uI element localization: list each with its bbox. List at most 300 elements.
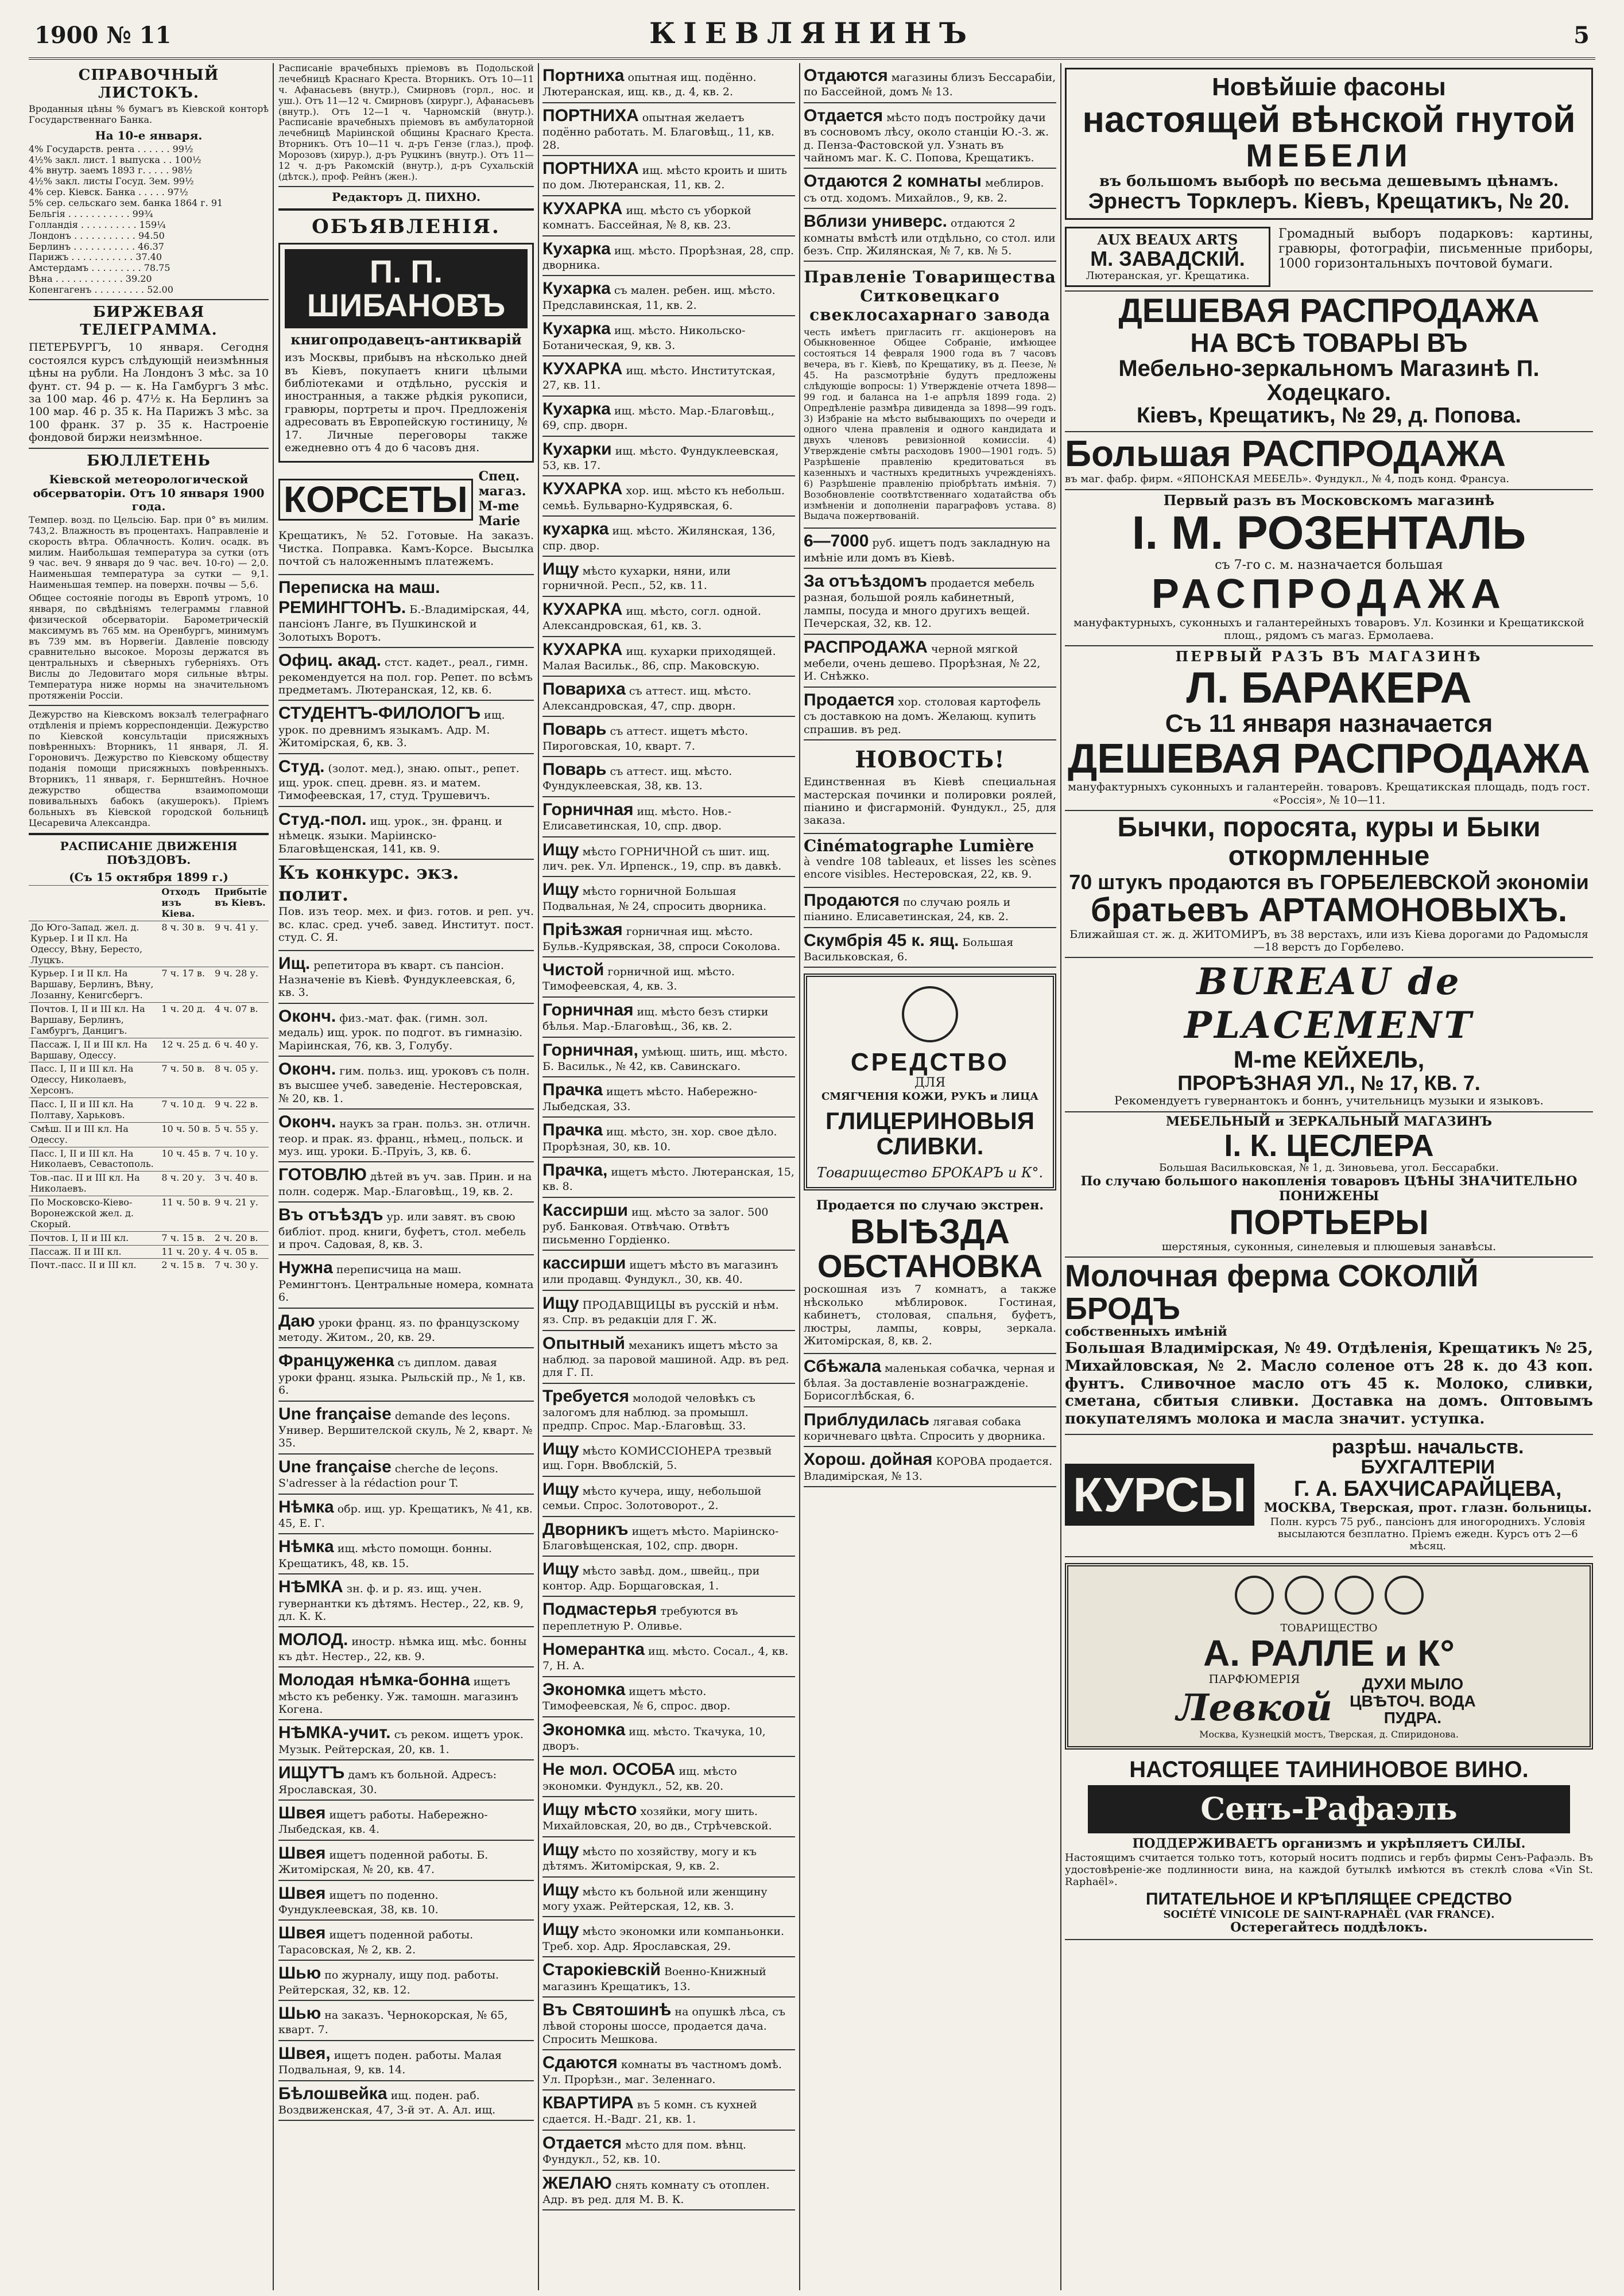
ralle-ad: [1065, 1563, 1593, 1750]
classified-ad: [542, 1291, 795, 1331]
wine-text: Настоящимъ считается только тотъ, который носитъ подпись и гербъ фирмы Сенъ-Рафаэль. Въ удостовѣреніе-же подлинности вина, на каждой бутылкѣ имѣются въ стеклѣ слова «Vin St. Raphaël».: [1065, 1851, 1593, 1888]
khod-shop: Мебельно-зеркальномъ Магазинѣ П. Ходецкаго.: [1118, 356, 1540, 406]
ad-head: Повариха: [542, 680, 626, 699]
table-row: [29, 967, 269, 1003]
ad-head: Прачка: [542, 1080, 603, 1100]
kursy-sub: разрѣш. начальств. БУХГАЛТЕРІИ: [1331, 1436, 1524, 1479]
classified-ad: [542, 1837, 795, 1878]
ad-body: съ реком. ищетъ урок. Музык. Рейтерская, 20, кв. 1.: [278, 1728, 524, 1756]
ad-body: ищ. мѣсто, согл. одной. Александровская, 61, кв. 3.: [542, 604, 761, 633]
byki-title: Бычки, поросята, куры и Быки откормленные: [1117, 812, 1541, 872]
classified-ad: [278, 1720, 534, 1760]
ad-body: зн. ф. и р. яз. ищ. учен. гувернантки къ дѣтямъ. Нестер., 22, кв. 9, дл. К. К.: [278, 1583, 524, 1623]
beaux-arts-ad: [1065, 224, 1593, 292]
classified-ad: [542, 1198, 795, 1251]
wine-mid: ПОДДЕРЖИВАЕТЪ организмъ и укрѣпляетъ СИЛЫ.: [1132, 1836, 1526, 1851]
ad-head: Оконч.: [278, 1112, 336, 1132]
ad-head: Une française: [278, 1404, 392, 1424]
ad-body: ищетъ мѣсто. Тимофеевская, № 6, спрос. двор.: [542, 1685, 731, 1713]
rate-row: 4% сер. Кіевск. Банка . . . . . 97½: [29, 187, 188, 198]
novost-ad: [804, 740, 1056, 834]
ad-body: ищ. мѣсто. Сосал., 4, кв. 7, Н. А.: [542, 1645, 789, 1673]
ad-body: горничной ищ. мѣсто. Тимофеевская, 4, кв. 3.: [542, 965, 735, 993]
ad-body: Большая Васильковская, 6.: [804, 936, 1014, 963]
medal-icon: [1285, 1576, 1324, 1615]
ad-body: репетитора въ кварт. съ пансіон. Назначеніе въ Кіевѣ. Фундуклеевская, 6, кв. 3.: [278, 959, 516, 999]
classified-ad: [542, 1597, 795, 1637]
classified-ad: [278, 807, 534, 860]
table-row: [29, 1196, 269, 1232]
table-cell: 8 ч. 30 в.: [160, 921, 213, 967]
newspaper-title: КІЕВЛЯНИНЪ: [649, 16, 975, 50]
pravlenie-text: честь имѣетъ пригласить гг. акціонеровъ на Обыкновенное Общее Собраніе, имѣющее состояться 14 февраля 1900 года въ 7 часовъ вечера, въ г. Кіевѣ, по Крещатику, въ д. Пеезе, № 45. На разсмотрѣніе будутъ предложены слѣдующіе вопросы: 1) Утвержденіе отчета 1898—99 год. и баланса на 1-е апрѣля 1899 года. 2) Опредѣленіе размѣра дивиденда за 1898—99 годъ. 3) Избраніе на мѣсто выбывающихъ по очереди и одного члена правленія и одного кандидата и двухъ членовъ ревизіонной комиссіи. 4) Утвержденіе смѣты расходовъ 1900—1901 годъ. 5) Разрѣшеніе правленію кредитоваться въ казенныхъ и частныхъ кредитныхъ учрежденіяхъ. 6) Разрѣшеніе правленію пріобрѣтать имѣнія. 7) Возобновленіе соотвѣтственнаго ходатайства объ измѣненіи и дополненіи параграфовъ устава. 8) Выдача пожертвованій.: [804, 326, 1056, 522]
sredstvo-for: ДЛЯ: [914, 1075, 945, 1090]
ad-body: ищетъ мѣсто. Набережно-Лыбедская, 33.: [542, 1085, 758, 1113]
classified-ad: [804, 1407, 1056, 1448]
ad-body: ищ. мѣсто. Ткачука, 10, дворъ.: [542, 1725, 766, 1752]
classified-ad: [278, 2001, 534, 2041]
ad-body: въ 5 комн. съ кухней сдается. Н.-Вадг. 21, кв. 1.: [542, 2099, 757, 2126]
ad-head: Кухарка: [542, 239, 611, 258]
classified-ad: [542, 1477, 795, 1517]
classified-ad: [542, 316, 795, 356]
ad-body: снять комнату съ отоплен. Адр. въ ред. для М. В. К.: [542, 2178, 770, 2206]
ad-head: Ищ.: [278, 953, 311, 973]
schedule-header-cell: [29, 886, 160, 921]
table-cell: По Московско-Кіево-Воронежской жел. д. Скорый.: [29, 1196, 160, 1232]
ralle-name: А. РАЛЛЕ и К°: [1203, 1632, 1455, 1674]
ad-head: ПОРТНИХА: [542, 159, 639, 178]
ad-head: Отдается: [542, 2133, 622, 2152]
column-rule: [538, 63, 539, 2290]
classified-ad: [542, 1384, 795, 1437]
table-row: [29, 1245, 269, 1259]
cesler-word: ПОРТЬЕРЫ: [1229, 1203, 1429, 1242]
table-cell: Курьер. I и II кл. На Варшаву, Берлинъ, Вѣну, Лозанну, Кенигсбергъ.: [29, 967, 160, 1003]
classified-ad: [278, 1057, 534, 1110]
torkler-name: Эрнестъ Торклеръ. Кіевъ, Крещатикъ, № 20.: [1088, 189, 1570, 214]
ad-head: Въ Святошинѣ: [542, 2000, 672, 2020]
ad-head: Приблудилась: [804, 1410, 930, 1429]
classified-ad: [542, 837, 795, 878]
ad-head: Ищу: [542, 1439, 579, 1459]
misc-ads-list: [804, 888, 1056, 968]
yaponskaya-ad: [1065, 432, 1593, 490]
classified-ad: [542, 1331, 795, 1384]
rate-row: Вѣна . . . . . . . . . . . . 39.20: [29, 273, 152, 285]
editor-line: Редакторъ Д. ПИХНО.: [332, 189, 480, 204]
classified-ad: [542, 957, 795, 998]
classified-ad: [278, 648, 534, 701]
ad-body: хозяйки, могу шить. Михайловская, 20, во дв., Стрѣчевской.: [542, 1805, 772, 1833]
ad-body: КОРОВА продается. Владимірская, № 13.: [804, 1455, 1053, 1483]
ad-head: Переписка на маш. РЕМИНГТОНЪ.: [278, 577, 440, 617]
pravlenie-notice: [804, 262, 1056, 529]
vyezd-text: роскошная изъ 7 комнатъ, а также нѣсколько мѣблировок. Гостиная, кабинетъ, столовая, спальня, буфетъ, люстры, лампы, ковры, зеркала. Житомірская, 8, кв. 2.: [804, 1283, 1056, 1347]
ad-body: ищетъ работы. Набережно-Лыбедская, кв. 4.: [278, 1809, 488, 1836]
table-row: [29, 1098, 269, 1123]
ad-body: ищ. мѣсто. Никольско-Ботаническая, 9, кв. 3.: [542, 324, 746, 352]
korsety-shop: Спец. магаз. M-me Marie: [478, 469, 526, 529]
khod-sub: НА ВСѢ ТОВАРЫ ВЪ: [1190, 327, 1468, 358]
ad-head: Поварь: [542, 759, 607, 779]
classified-ad: [542, 63, 795, 103]
classified-ad: [278, 1348, 534, 1401]
ad-body: ищ. мѣсто съ уборкой комнатъ. Бассейная, № 8, кв. 23.: [542, 204, 751, 232]
ad-head: Номерантка: [542, 1639, 645, 1659]
ad-body: иностр. нѣмка ищ. мѣс. бонны къ дѣт. Нестер., 22, кв. 9.: [278, 1635, 527, 1663]
ad-body: хор. ищ. мѣсто къ небольш. семьѣ. Бульварно-Кудрявская, 6.: [542, 484, 785, 512]
classified-ad: [804, 569, 1056, 635]
ad-body: ищ. мѣсто. Нов.-Елисаветинская, 10, спр. двор.: [542, 805, 731, 833]
classified-ad: [542, 1998, 795, 2050]
classified-ad: [278, 754, 534, 807]
ad-body: наукъ за гран. польз. зн. отличн. теор. и прак. яз. франц., нѣмец., польск. и муз. ищ. уроки. Б.-Пруіъ, 3, кв. 6.: [278, 1118, 531, 1158]
sredstvo-sub: СМЯГЧЕНІЯ КОЖИ, РУКЪ и ЛИЦА: [821, 1090, 1039, 1103]
ad-head: Нѣмка: [278, 1497, 334, 1517]
table-cell: 11 ч. 20 у.: [160, 1245, 213, 1259]
ad-body: гим. польз. ищ. уроковъ съ полн. въ высшее учеб. заведеніе. Нестеровская, № 20, кв. 1.: [278, 1065, 530, 1105]
classified-ad: [542, 1717, 795, 1758]
ad-head: Кухарка: [542, 279, 611, 298]
table-row: [29, 1259, 269, 1272]
vyezd-title: ВЫѢЗДА: [850, 1212, 1010, 1251]
classified-ad: [542, 1038, 795, 1078]
ad-body: маленькая собачка, черная и бѣлая. За доставленіе вознагражденіе. Борисоглѣбская, 6.: [804, 1362, 1055, 1403]
listok-title: СПРАВОЧНЫЙ ЛИСТОКЪ.: [78, 67, 219, 102]
table-row: [29, 1231, 269, 1245]
farm-sub: собственныхъ имѣній: [1065, 1324, 1227, 1340]
bulletin-title: БЮЛЛЕТЕНЬ: [87, 452, 211, 470]
ad-body: ищ. урок., зн. франц. и нѣмецк. языки. Маріинско-Благовѣщенская, 141, кв. 9.: [278, 815, 502, 855]
ad-head: Вблизи универс.: [804, 212, 947, 231]
ad-body: ищ. мѣсто кроить и шить по дом. Лютеранская, 11, кв. 2.: [542, 164, 787, 192]
classified-ad: [542, 236, 795, 277]
ad-body: обр. ищ. ур. Крещатикъ, № 41, кв. 45, Е. Г.: [278, 1502, 533, 1530]
otezd-head: Въ отъѣздъ: [278, 1205, 383, 1225]
ad-body: ищ. мѣсто. Прорѣзная, 28, спр. дворника.: [542, 244, 794, 272]
bulletin-text: Темпер. возд. по Цельсію. Бар. при 0° въ милим. 743,2. Влажность въ процентахъ. Направленіе и скорость вѣтра. Облачность. Колич. осадк. въ милим. Наибольшая температура за сутки (отъ 9 час. веч. 9 января до 9 час. веч. 10-го) — 2,0. Наименьшая температура за сутки — 9,1. Наименьшая темпер. на поверхн. почвы — 5,6.: [29, 514, 269, 591]
table-cell: 12 ч. 25 д.: [160, 1038, 213, 1062]
torkler-sub: въ большомъ выборѣ по весьма дешевымъ цѣнамъ.: [1099, 173, 1559, 191]
table-cell: 6 ч. 40 у.: [213, 1038, 269, 1062]
ralle-pre: ТОВАРИЩЕСТВО: [1280, 1622, 1378, 1634]
ad-body: мѣсто для пом. вѣнц. Фундукл., 52, кв. 10.: [542, 2138, 746, 2166]
ad-body: по журналу, ищу под. работы. Рейтерская, 32, кв. 12.: [278, 1969, 499, 1996]
small-ads-list: [278, 575, 534, 860]
konkurs-ad: [278, 860, 534, 951]
cinema-text: à vendre 108 tableaux, et lisses les scènes encore visibles. Нестеровская, 22, кв. 9.: [804, 855, 1056, 881]
classified-ad: [278, 951, 534, 1004]
byki-name: братьевъ АРТАМОНОВЫХЪ.: [1090, 891, 1568, 929]
classified-ad: [278, 1627, 534, 1667]
ad-head: Поварь: [542, 720, 607, 739]
ad-head: КУХАРКА: [542, 199, 623, 218]
classified-ad: [278, 1961, 534, 2001]
classified-ad: [542, 2171, 795, 2211]
ad-body: переписчица на маш. Ремингтонъ. Центральные номера, комната 6.: [278, 1263, 534, 1304]
column-rule: [799, 63, 800, 2290]
ad-head: Студ.: [278, 757, 325, 776]
ralle-perf: ПАРФЮМЕРІЯ: [1208, 1672, 1300, 1686]
rozen-name: I. М. РОЗЕНТАЛЬ: [1131, 506, 1526, 559]
table-row: [29, 1038, 269, 1062]
schedule-title: РАСПИСАНІЕ ДВИЖЕНІЯ ПОѢЗДОВЪ.: [60, 839, 238, 867]
classified-ad: [542, 1557, 795, 1597]
ad-body: Б.-Владимірская, 44, пансіонъ Ланге, въ Пушкинской и Золотыхъ Воротъ.: [278, 603, 530, 643]
ad-head: Ищу: [542, 559, 579, 579]
classified-ad: [804, 928, 1056, 968]
classified-ad: [542, 677, 795, 717]
farm-title: Молочная ферма СОКОЛІЙ БРОДЪ: [1065, 1259, 1479, 1326]
ad-head: Нужна: [278, 1258, 333, 1278]
ad-head: Отдаются: [804, 66, 888, 85]
beaux-title: AUX BEAUX ARTS: [1097, 231, 1238, 248]
baker-pre: ПЕРВЫЙ РАЗЪ ВЪ МАГАЗИНѢ: [1175, 648, 1483, 665]
ad-body: cherche de leçons. S'adresser à la rédaction pour T.: [278, 1462, 499, 1490]
ad-head: Кухарка: [542, 399, 611, 418]
classified-ad: [278, 1495, 534, 1535]
ad-body: ищ. мѣсто. Институтская, 27, кв. 11.: [542, 364, 776, 392]
table-cell: 9 ч. 21 у.: [213, 1196, 269, 1232]
table-cell: 10 ч. 50 в.: [160, 1122, 213, 1147]
ad-head: Швея: [278, 1883, 326, 1903]
table-row: [29, 921, 269, 967]
shibanov-subtitle: книгопродавецъ-антикварій: [290, 331, 522, 348]
page-number: 5: [1573, 22, 1590, 49]
ad-head: За отъѣздомъ: [804, 572, 927, 591]
cesler-addr: Большая Васильковская, № 1, д. Зиновьева, угол. Бессарабки.: [1159, 1162, 1499, 1174]
rate-row: Парижъ . . . . . . . . . . . 37.40: [29, 251, 162, 263]
table-cell: До Юго-Запад. жел. д. Курьер. I и II кл. На Одессу, Вѣну, Бересто, Луцкъ.: [29, 921, 160, 967]
rate-row: Копенгагенъ . . . . . . . . . 52.00: [29, 284, 173, 296]
table-cell: 2 ч. 15 в.: [160, 1259, 213, 1272]
schedule-header-cell: Прибытіе въ Кіевъ.: [213, 886, 269, 921]
ad-head: ПОРТНИХА: [542, 106, 639, 125]
classified-ad: [804, 103, 1056, 169]
ad-head: Отдаются 2 комнаты: [804, 172, 982, 191]
table-cell: Пасс. I, II и III кл. На Одессу, Николаевъ, Херсонъ.: [29, 1062, 160, 1098]
classified-ad: [278, 1162, 534, 1203]
ads-header: ОБЪЯВЛЕНІЯ.: [312, 215, 501, 239]
classified-ad: [542, 1118, 795, 1158]
artamonov-ad: [1065, 811, 1593, 958]
farm-text: Большая Владимірская, № 49. Отдѣленія, Крещатикъ № 25, Михайловская, № 2. Масло соленое отъ 28 к. до 43 коп. фунтъ. Сливочное масло отъ 45 к. Молоко, сливки, сметана, сбитыя сливки. Доставка на домъ. Оптовымъ покупателямъ молока и масла значит. уступка.: [1065, 1340, 1593, 1428]
ad-head: Ищу: [542, 1920, 579, 1940]
sredstvo-product: ГЛИЦЕРИНОВЫЯ СЛИВКИ.: [825, 1107, 1034, 1160]
classified-ad: [804, 63, 1056, 103]
eagle-emblem-icon: [902, 986, 958, 1042]
table-row: [29, 1062, 269, 1098]
medal-icon: [1335, 1576, 1374, 1615]
ad-body: мѣсто ГОРНИЧНОЙ съ шит. ищ. лич. рек. Ул. Ирпенск., 19, спр. въ давкѣ.: [542, 845, 782, 872]
ad-head: Кассирши: [542, 1200, 628, 1220]
ad-head: Нѣмка: [278, 1537, 334, 1557]
classified-ad: [542, 637, 795, 677]
byki-count: 70 штукъ продаются въ ГОРБЕЛЕВСКОЙ экономіи: [1069, 870, 1589, 894]
ad-head: КУХАРКА: [542, 479, 623, 499]
classified-ad: [542, 1437, 795, 1477]
beaux-text: Громадный выборъ подарковъ: картины, гравюры, фотографіи, письменные приборы, 1000 горизонтальныхъ почтовой бумаги.: [1278, 226, 1593, 271]
ad-body: съ аттест. ищ. мѣсто. Фундуклеевская, 38, кв. 13.: [542, 765, 732, 793]
ad-body: умѣющ. шить, ищ. мѣсто. Б. Васильк., № 42, кв. Савинскаго.: [542, 1045, 788, 1073]
classified-ad: [278, 1534, 534, 1574]
classified-ad: [278, 2081, 534, 2122]
ad-body: ищ. мѣсто экономки. Фундукл., 52, кв. 20.: [542, 1765, 737, 1793]
ad-head: КУХАРКА: [542, 599, 623, 619]
ad-head: Бѣлошвейка: [278, 2084, 387, 2103]
table-row: [29, 1003, 269, 1038]
ad-body: хор. столовая картофель съ доставкою на домъ. Желающ. купить спрашив. въ ред.: [804, 695, 1041, 736]
classified-ad: [278, 1110, 534, 1162]
tutor-ads-list: [278, 951, 534, 1203]
classified-ad: [542, 103, 795, 156]
column-4: [804, 63, 1056, 2290]
rozen-text: мануфактурныхъ, суконныхъ и галантерейныхъ товаровъ. Ул. Козинки и Крещатикской площ., рядомъ съ магаз. Ермолаева.: [1073, 616, 1584, 642]
table-cell: 10 ч. 45 в.: [160, 1147, 213, 1172]
ad-body: съ аттест. ищетъ мѣсто. Пироговская, 10, кварт. 7.: [542, 725, 749, 753]
classified-ad: [542, 476, 795, 517]
table-cell: Пасс. I, II и III кл. На Полтаву, Харьковъ.: [29, 1098, 160, 1123]
table-row: [29, 1122, 269, 1147]
table-cell: Смѣш. II и III кл. На Одессу.: [29, 1122, 160, 1147]
column-rule: [273, 63, 274, 2290]
table-cell: Пассаж. I, II и III кл. На Варшаву, Одессу.: [29, 1038, 160, 1062]
yap-title: Большая РАСПРОДАЖА: [1065, 433, 1506, 475]
ad-head: Отдается: [804, 106, 883, 125]
beaux-addr: Лютеранская, уг. Крещатика.: [1086, 269, 1250, 282]
bureau-name: M-me КЕЙХЕЛЬ,: [1233, 1046, 1425, 1073]
byki-text: Ближайшая ст. ж. д. ЖИТОМИРЪ, въ 38 верстахъ, или изъ Кіева дорогами до Радомысля—18 верстъ до Горбелево.: [1069, 928, 1588, 953]
ad-body: уроки франц. яз. по французскому методу. Житом., 20, кв. 29.: [278, 1316, 520, 1344]
ad-body: ищ. мѣсто безъ стирки бѣлья. Мар.-Благовѣщ., 36, кв. 2.: [542, 1005, 769, 1033]
table-cell: 7 ч. 17 в.: [160, 967, 213, 1003]
ad-body: ищетъ по поденно. Фундуклеевская, 38, кв. 10.: [278, 1888, 439, 1917]
ad-head: Ищу: [542, 1840, 579, 1859]
table-cell: 8 ч. 05 у.: [213, 1062, 269, 1098]
ad-head: Экономка: [542, 1680, 626, 1699]
table-cell: Пасс. I, II и III кл. На Николаевъ, Севастополь.: [29, 1147, 160, 1172]
ad-body: мѣсто кучера, ищу, небольшой семьи. Спрос. Золотоворот., 2.: [542, 1484, 762, 1512]
classified-ad: [542, 276, 795, 316]
classified-ad: [542, 1878, 795, 1918]
ad-head: Ищу: [542, 1293, 579, 1313]
table-cell: 11 ч. 50 в.: [160, 1196, 213, 1232]
rate-row: Амстердамъ . . . . . . . . . 78.75: [29, 262, 170, 274]
ad-head: Горничная,: [542, 1040, 638, 1060]
ad-body: по случаю рояль и пiанино. Елисаветинская, 24, кв. 2.: [804, 895, 1011, 924]
ad-head: Продается: [804, 690, 895, 709]
table-cell: Почт.-пасс. II и III кл.: [29, 1259, 160, 1272]
vyezd-pre: Продается по случаю экстрен.: [816, 1197, 1044, 1213]
wine-bottom: ПИТАТЕЛЬНОЕ И КРѢПЛЯЩЕЕ СРЕДСТВО: [1146, 1890, 1512, 1909]
ad-body: механикъ ищетъ мѣсто за наблюд. за паровой машиной. Адр. въ ред. для Г. П.: [542, 1339, 789, 1379]
ad-body: продается мебель разная, большой рояль кабинетный, лампы, посуда и много другихъ вещей. Печерская, 32, кв. 12.: [804, 577, 1034, 630]
ad-head: Молодая нѣмка-бонна: [278, 1670, 470, 1690]
sredstvo-title: СРЕДСТВО: [850, 1048, 1010, 1076]
korsety-text: Крещатикъ, № 52. Готовые. На заказъ. Чистка. Поправка. Камъ-Корсе. Высылка почтой съ наложеннымъ платежемъ.: [278, 529, 534, 568]
ad-body: съ мален. ребен. ищ. мѣсто. Предславинская, 11, кв. 2.: [542, 284, 776, 312]
khodetsky-ad: [1065, 292, 1593, 432]
rate-row: Голландія . . . . . . . . . . 159¼: [29, 219, 166, 230]
cesler-ad: [1065, 1112, 1593, 1258]
ad-body: demande des leçons. Универ. Вершителской скуль, № 2, кварт. № 35.: [278, 1409, 533, 1450]
baker-name: Л. БАРАКЕРА: [1186, 663, 1472, 712]
baker-text: мануфактурныхъ суконныхъ и галантерейн. товаровъ. Крещатикская площадь, подъ гост. «Россія», № 10—11.: [1068, 781, 1590, 806]
cesler-name: I. К. ЦЕСЛЕРА: [1224, 1128, 1434, 1163]
ad-head: Сбѣжала: [804, 1357, 881, 1376]
ad-body: ищ. мѣсто за залог. 500 руб. Банковая. Отвѣчаю. Отвѣтъ письменно Гордіенко.: [542, 1205, 769, 1246]
ad-head: КУХАРКА: [542, 639, 623, 659]
classified-ad: [804, 1354, 1056, 1407]
classified-ad: [804, 529, 1056, 569]
ad-body: ищ. урок. по древнимъ языкамъ. Адр. М. Житомірская, 6, кв. 3.: [278, 709, 505, 750]
bureau-title: BUREAU de PLACEMENT: [1184, 960, 1474, 1047]
listok-date: На 10-е января.: [95, 129, 203, 143]
ad-body: Военно-Книжный магазинъ Крещатикъ, 13.: [542, 1965, 766, 1993]
ad-body: мѣсто къ больной или женщину могу ухаж. Рейтерская, 12, кв. 3.: [542, 1885, 768, 1913]
ad-head: Ищу: [542, 880, 579, 899]
ad-head: ЖЕЛАЮ: [542, 2173, 612, 2193]
lost-found-ads-list: [804, 1354, 1056, 1487]
ad-body: на опушкѣ лѣса, съ лѣвой стороны шоссе, продается дача. Спросить Мешкова.: [542, 2006, 786, 2046]
table-cell: Пассаж. II и III кл.: [29, 1245, 160, 1259]
shibanov-text: изъ Москвы, прибывъ на нѣсколько дней въ Кіевъ, покупаетъ книги цѣлыми библіотеками и отдѣльно, русскія и иностранныя, а также рѣдкія рукописи, гравюры, портреты и проч. Предложенія адресовать въ Европейскую гостиницу, № 17. Личные переговоры также ежедневно отъ 4 до 6 часовъ дня.: [285, 351, 528, 455]
classified-ad: [542, 998, 795, 1038]
classified-ad: [542, 717, 795, 757]
schedule-subtitle: (Съ 15 октября 1899 г.): [69, 870, 228, 884]
classified-ad: [278, 701, 534, 754]
ad-head: Пріѣзжая: [542, 920, 623, 940]
ad-head: СТУДЕНТЪ-ФИЛОЛОГЪ: [278, 704, 481, 723]
table-cell: 9 ч. 22 в.: [213, 1098, 269, 1123]
ad-body: ищ. мѣсто. Жилянская, 136, спр. двор.: [542, 525, 776, 552]
torkler-title: настоящей вѣнской гнутой: [1082, 99, 1576, 141]
classified-ad: [542, 517, 795, 557]
column-1: [29, 63, 269, 2290]
masthead: [29, 11, 1595, 60]
baker-word: ДЕШЕВАЯ РАСПРОДАЖА: [1068, 735, 1590, 782]
ad-body: дѣтей въ уч. зав. Прин. и на полн. содерж. Мар.-Благовѣщ., 19, кв. 2.: [278, 1170, 532, 1198]
ad-head: Портниха: [542, 66, 625, 85]
classified-ad: [542, 1251, 795, 1291]
ad-head: Ищу: [542, 1560, 579, 1579]
ad-head: Швея: [278, 1804, 326, 1823]
ad-head: Экономка: [542, 1720, 626, 1739]
table-cell: 5 ч. 55 у.: [213, 1122, 269, 1147]
ad-body: дамъ къ больной. Адресъ: Ярославская, 30.: [278, 1768, 497, 1796]
classified-ad: [542, 1757, 795, 1797]
classified-ad: [542, 757, 795, 797]
rate-row: Лондонъ . . . . . . . . . . . 94.50: [29, 230, 165, 241]
ad-head: Не мол. ОСОБА: [542, 1760, 676, 1779]
table-cell: 7 ч. 15 в.: [160, 1231, 213, 1245]
ad-body: горничная ищ. мѣсто. Бульв.-Кудрявская, 38, спроси Соколова.: [542, 925, 781, 953]
ad-head: НѢМКА: [278, 1577, 343, 1597]
table-row: [29, 1172, 269, 1196]
weather-text: Общее состояніе погоды въ Европѣ утромъ, 10 января, по свѣдѣніямъ телеграммы главной физической обсерваторіи. Барометрическій максимумъ въ 765 мм. на Оренбургъ, минимумъ въ 739 мм. въ Норвегіи. Давленіе повсюду сравнительно высокое. Морозы держатся въ центральныхъ и сѣверныхъ губерніяхъ. Отъ Вислы до Ледовитаго моря сильные вѣтры. Температура ниже нормы на значительномъ протяженіи Россіи.: [29, 592, 269, 701]
rozen-pre: Первый разъ въ Московскомъ магазинѣ: [1163, 491, 1495, 509]
ad-body: молодой человѣкъ съ залогомъ для наблюд. за промышл. предпр. Спрос. Мар.-Благовѣщ. 33.: [542, 1391, 755, 1432]
ad-body: лягавая собака коричневаго цвѣта. Спросить у дворника.: [804, 1415, 1046, 1442]
ad-head: КВАРТИРА: [542, 2093, 634, 2113]
table-cell: 7 ч. 10 у.: [213, 1147, 269, 1172]
ad-body: мѣсто экономки или компаньонки. Треб. хор. Адр. Ярославская, 29.: [542, 1925, 785, 1953]
ad-head: Требуется: [542, 1386, 629, 1406]
classified-ad: [278, 1004, 534, 1057]
classified-ad: [542, 437, 795, 477]
ad-head: Дворникъ: [542, 1519, 629, 1539]
